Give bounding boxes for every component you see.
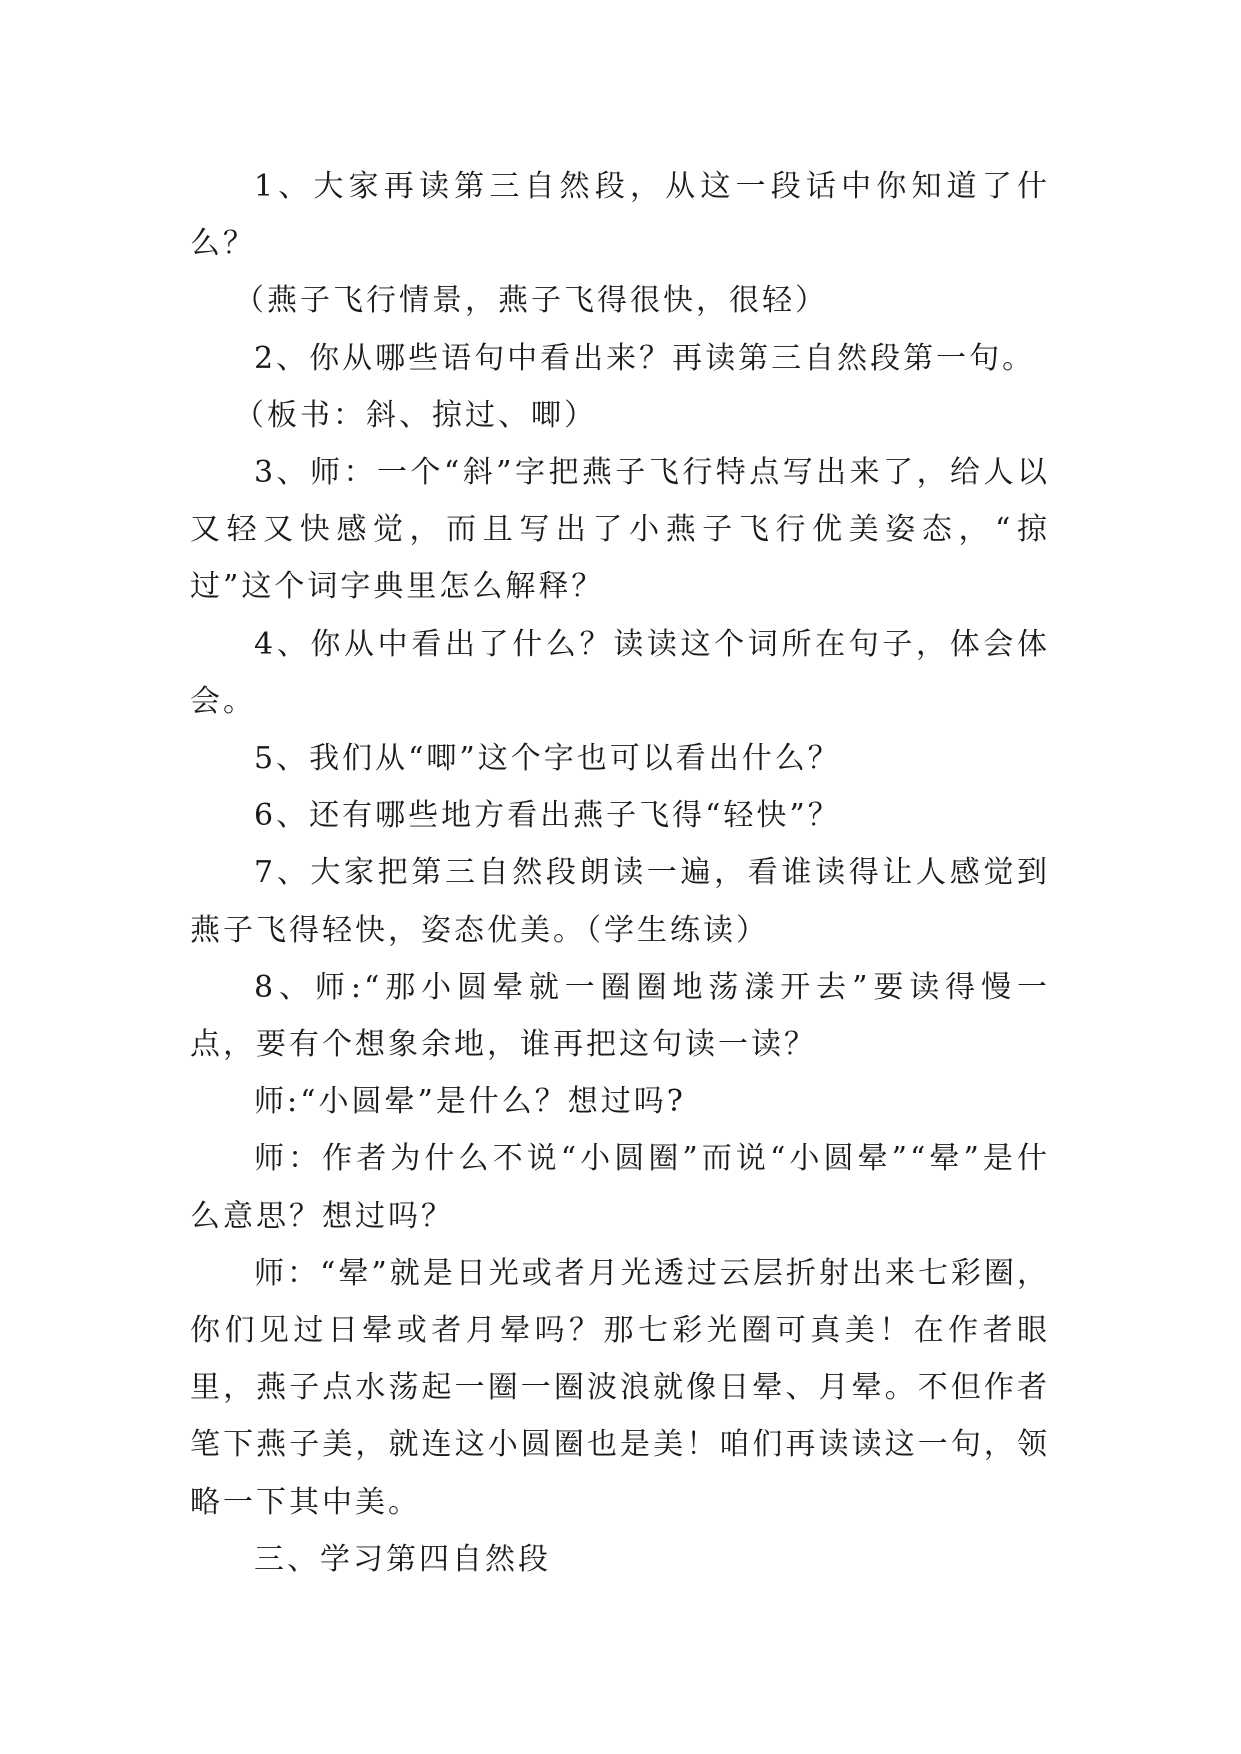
paragraph-question-4: 4、你从中看出了什么？读读这个词所在句子，体会体会。 (190, 626, 1050, 719)
paragraph-board-note: （板书：斜、掠过、唧） (234, 397, 597, 433)
document-body (190, 158, 1050, 1588)
paragraph-question-2: 2、你从哪些语句中看出来？再读第三自然段第一句。 (254, 340, 1036, 376)
paragraph-teacher-2: 师：作者为什么不说“小圆圈”而说“小圆晕”“晕”是什么意思？想过吗？ (190, 1141, 1050, 1234)
paragraph-question-5: 5、我们从“唧”这个字也可以看出什么？ (254, 741, 841, 777)
paragraph-question-7: 7、大家把第三自然段朗读一遍，看谁读得让人感觉到燕子飞得轻快，姿态优美。（学生练读） (190, 855, 1050, 948)
paragraph-question-6: 6、还有哪些地方看出燕子飞得“轻快”？ (254, 798, 841, 834)
paragraph-teacher-1: 师:“小圆晕”是什么？想过吗? (254, 1084, 686, 1120)
paragraph-question-3: 3、师：一个“斜”字把燕子飞行特点写出来了，给人以又轻又快感觉，而且写出了小燕子飞行优美姿态，“掠过”这个词字典里怎么解释？ (190, 455, 1050, 605)
paragraph-answer-1: （燕子飞行情景，燕子飞得很快，很轻） (234, 283, 828, 319)
section-heading: 三、学习第四自然段 (254, 1541, 551, 1577)
paragraph-question-1: 1、大家再读第三自然段，从这一段话中你知道了什么？ (190, 169, 1050, 262)
paragraph-question-8: 8、师:“那小圆晕就一圈圈地荡漾开去”要读得慢一点，要有个想象余地，谁再把这句读一读？ (190, 969, 1050, 1063)
paragraph-teacher-3: 师：“晕”就是日光或者月光透过云层折射出来七彩圈，你们见过日晕或者月晕吗？那七彩光圈可真美！在作者眼里，燕子点水荡起一圈一圈波浪就像日晕、月晕。不但作者笔下燕子美，就连这小圆圈也是美！咱们再读读这一句，领略一下其中美。 (190, 1255, 1050, 1520)
